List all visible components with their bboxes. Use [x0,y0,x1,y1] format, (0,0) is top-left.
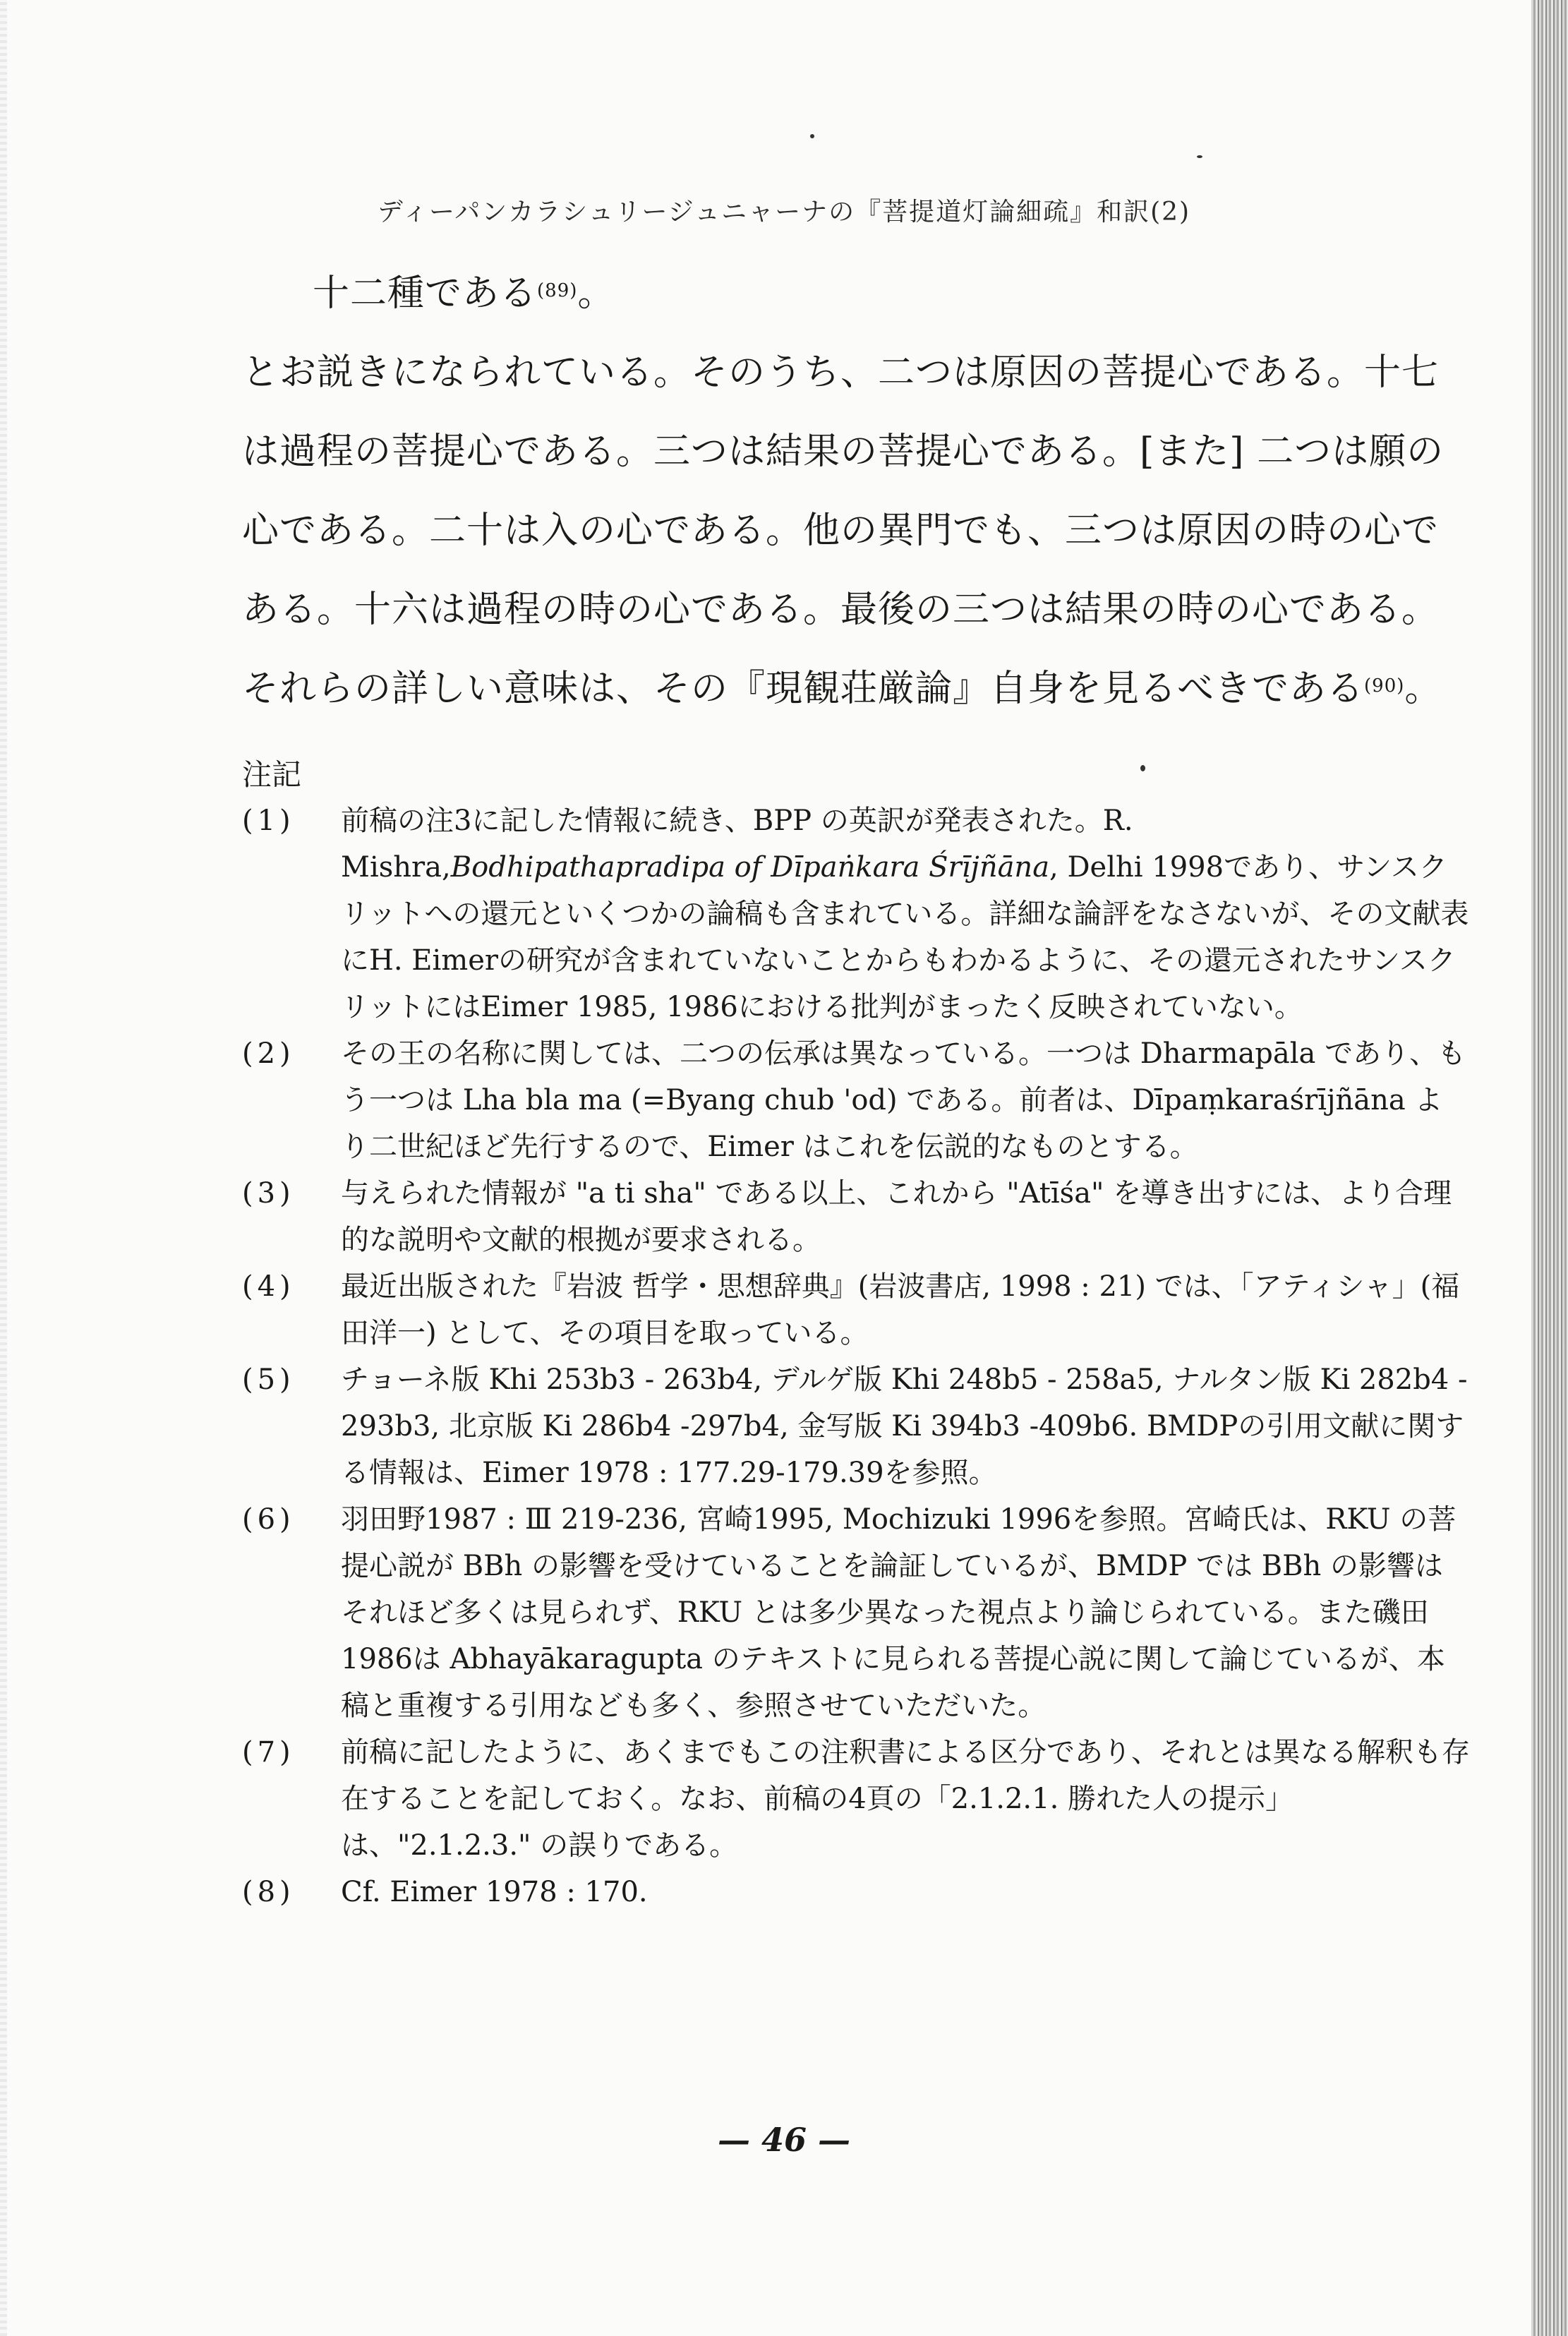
note-text: チョーネ版 Khi 253b3 - 263b4, デルゲ版 Khi 248b5 - 258a5, ナルタン版 Ki 282b4 - 293b3, 北京版 Ki 286b4 -297b4, 金写版 Ki 394b3 -409b6. BMDPの引用文献に関する情報は、Eimer 1978 : 177.29-179.39を参照。 [341,1363,1468,1489]
notes-list [242,797,1470,1915]
running-head: ディーパンカラシュリージュニャーナの『菩提道灯論細疏』和訳(2) [377,198,1191,227]
note-number: (1) [242,805,295,837]
scan-edge-right [1531,0,1568,2336]
scan-speck [1140,765,1145,771]
note-text: その王の名称に関しては、二つの伝承は異なっている。一つは Dharmapāla であり、もう一つは Lha bla ma (=Byang chub 'od) である。前者は、Dīpaṃkaraśrījñāna より二世紀ほど先行するので、Eimer はこれを伝説的なものとする。 [341,1037,1466,1163]
note-number: (4) [242,1270,295,1303]
note-text: Cf. Eimer 1978 : 170. [341,1876,648,1908]
footnote-ref-90[interactable]: (90) [1364,675,1405,697]
note-item [242,1729,1470,1869]
note-text [341,797,1470,1030]
note-number: (2) [242,1037,295,1070]
note-item [242,1496,1470,1729]
note-number: (6) [242,1503,295,1536]
note-number: (7) [242,1736,295,1769]
note-text: 最近出版された『岩波 哲学・思想辞典』(岩波書店, 1998 : 21) では、「アティシャ」(福田洋一) として、その項目を取っている。 [341,1270,1460,1349]
body-text [242,254,1470,728]
note-number: (3) [242,1177,295,1210]
note-item [242,797,1470,1030]
note-item [242,1869,1470,1915]
scan-speck [810,134,814,138]
note-text: 前稿に記したように、あくまでもこの注釈書による区分であり、それとは異なる解釈も存在することを記しておく。なお、前稿の4頁の「2.1.2.1. 勝れた人の提示」は、"2.1.2.3." の誤りである。 [341,1736,1470,1862]
body-first-line [313,254,1470,333]
note-item [242,1030,1470,1170]
note-item [242,1356,1470,1496]
note-text: 羽田野1987 : Ⅲ 219-236, 宮崎1995, Mochizuki 1996を参照。宮崎氏は、RKU の菩提心説が BBh の影響を受けていることを論証しているが、BMDP では BBh の影響はそれほど多くは見られず、RKU とは多少異なった視点より論じられている。また磯田1986は Abhayākaragupta のテキストに見られる菩提心説に関して論じているが、本稿と重複する引用なども多く、参照させていただいた。 [341,1503,1457,1722]
body-line1: 十二種である [313,272,538,315]
note-number: (8) [242,1876,295,1908]
note-text-post: , Delhi 1998であり、サンスクリットへの還元といくつかの論稿も含まれている。詳細な論評をなさないが、その文献表にH. Eimerの研究が含まれていないことからもわかるように、その還元されたサンスクリットにはEimer 1985, 1986における批判がまったく反映されていない。 [341,851,1469,1023]
body-paragraph [242,333,1470,728]
note-item [242,1170,1470,1263]
book-title: Bodhipathapradipa of Dīpaṅkara Śrījñāna [450,851,1050,884]
page-number: — 46 — [717,2121,851,2159]
notes-heading: 注記 [242,757,302,792]
note-text-pre: 前稿の注3に記した情報に続き、BPP の英訳が発表された。R. Mishra, [341,805,1133,884]
scan-edge-left [0,0,7,2336]
body-para-end: 。 [1404,668,1442,710]
footnote-ref-89[interactable]: (89) [537,280,578,301]
note-text: 与えられた情報が "a ti sha" である以上、これから "Atīśa" を導き出すには、より合理的な説明や文献的根拠が要求される。 [341,1177,1452,1256]
body-para-text: とお説きになられている。そのうち、二つは原因の菩提心である。十七は過程の菩提心である。三つは結果の菩提心である。[また] 二つは願の心である。二十は入の心である。他の異門でも、三つは原因の時の心である。十六は過程の時の心である。最後の三つは結果の時の心である。それらの詳しい意味は、その『現観荘厳論』自身を見るべきである [242,351,1445,710]
scan-speck [1197,155,1202,158]
note-item [242,1263,1470,1356]
note-number: (5) [242,1363,295,1396]
body-line1-end: 。 [577,272,615,315]
